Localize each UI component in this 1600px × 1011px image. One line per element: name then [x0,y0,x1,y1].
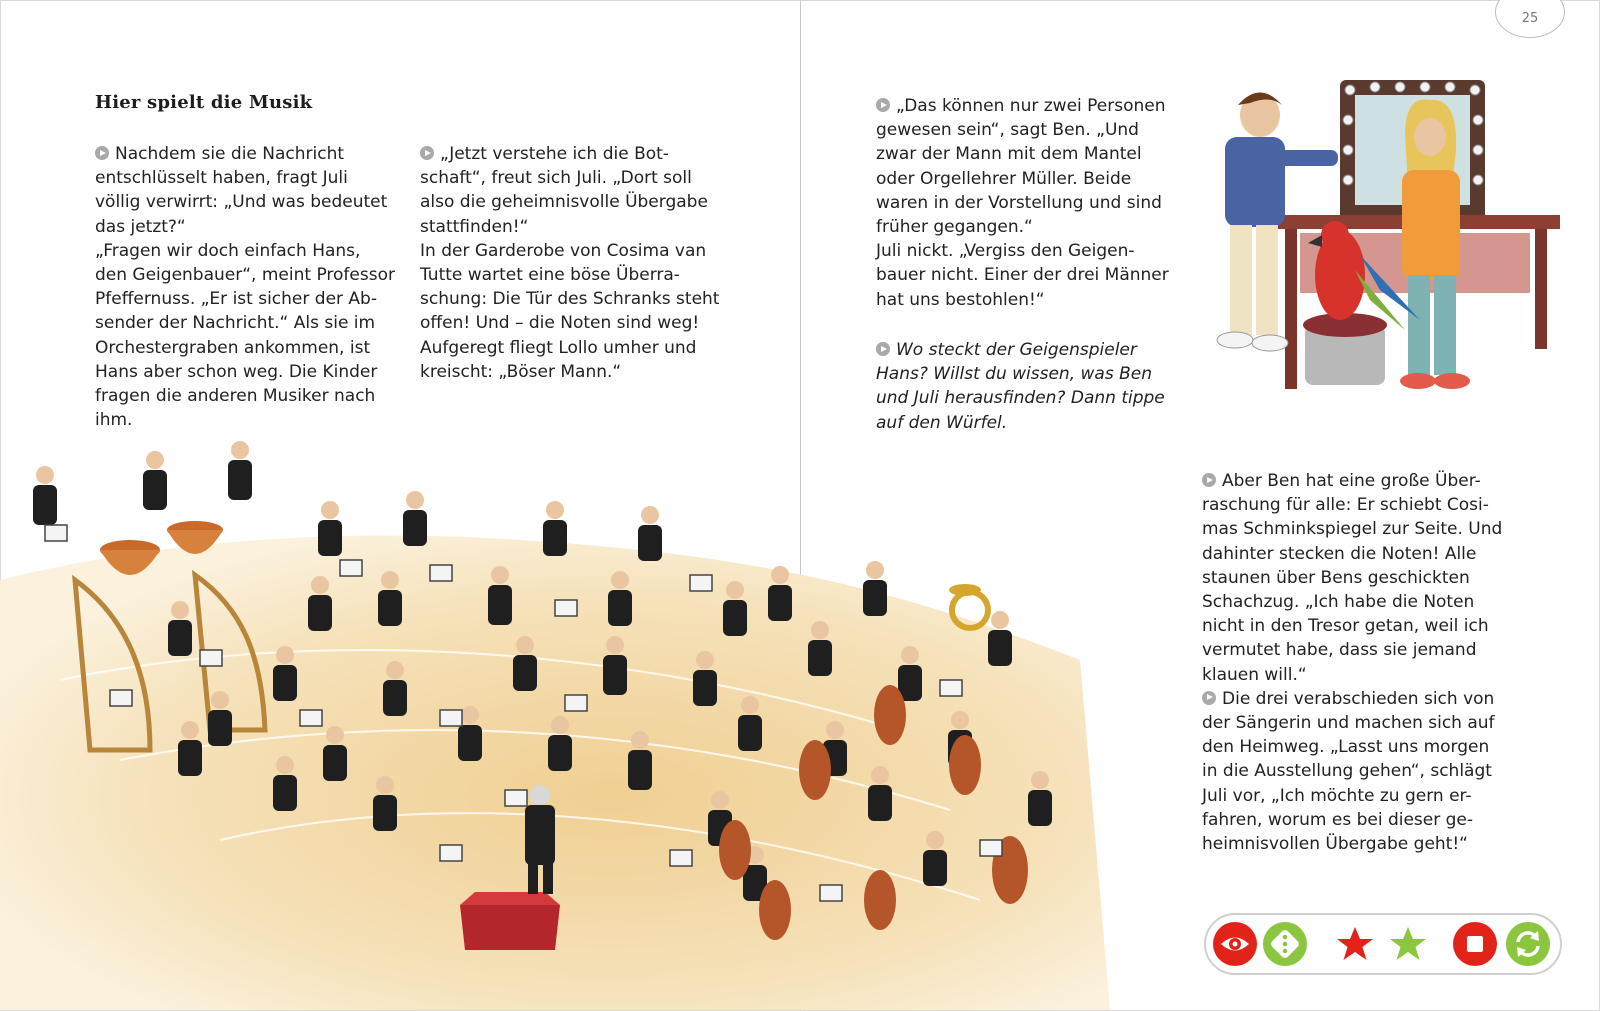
text-line: Hans? Willst du wissen, was Ben [876,364,1152,385]
text-line: In der Garderobe von Cosima van [420,240,707,261]
text-line: schung: Die Tür des Schranks steht [420,289,720,310]
repeat-icon [1505,921,1551,967]
story-paragraph-2[interactable] [420,142,735,384]
text-line: „Fragen wir doch einfach Hans, [95,240,361,261]
orchestra-drawing [0,430,1110,1010]
question-prompt[interactable] [876,338,1186,435]
audio-play-icon[interactable] [1202,473,1216,487]
text-line: früher gegangen.“ [876,217,1033,238]
orchestra-illustration[interactable] [0,430,1110,1010]
text-line: „Jetzt verstehe ich die Bot- [440,144,669,164]
text-line: das jetzt?“ [95,216,186,237]
text-line: also die geheimnisvolle Übergabe [420,192,708,213]
audio-play-icon[interactable] [876,98,890,112]
text-line: vermutet habe, dass sie jemand [1202,640,1477,661]
text-line: Wo steckt der Geigenspieler [896,340,1137,360]
text-line: gewesen sein“, sagt Ben. „Und [876,120,1139,141]
text-line: zwar der Mann mit dem Mantel [876,144,1142,165]
text-line: nicht in den Tresor getan, weil ich [1202,616,1489,637]
text-line: Nachdem sie die Nachricht [115,144,345,164]
red-star-button[interactable] [1332,921,1378,967]
text-line: Die drei verabschieden sich von [1222,688,1495,709]
text-line: Juli nickt. „Vergiss den Geigen- [876,241,1135,262]
audio-play-icon[interactable] [95,146,109,160]
text-line: Tutte wartet eine böse Überra- [420,265,680,286]
story-paragraph-4[interactable] [1202,469,1522,856]
text-line: Pfeffernuss. „Er ist sicher der Ab- [95,289,377,310]
text-line: bauer nicht. Einer der drei Männer [876,265,1169,286]
dressing-room-drawing [1190,75,1570,435]
repeat-button[interactable] [1505,921,1551,967]
text-line: waren in der Vorstellung und sind [876,192,1162,213]
green-star-button[interactable] [1385,921,1431,967]
audio-play-icon[interactable] [420,146,434,160]
text-line: offen! Und – die Noten sind weg! [420,313,700,334]
text-line: und Juli herausfinden? Dann tippe [876,388,1165,409]
text-line: heimnisvollen Übergabe geht!“ [1202,834,1468,855]
text-line: fahren, worum es bei dieser ge- [1202,809,1474,830]
eye-button[interactable] [1212,921,1258,967]
text-line: staunen über Bens geschickten [1202,567,1470,588]
star-red-icon [1332,921,1378,967]
text-line: Schachzug. „Ich habe die Noten [1202,592,1475,613]
text-line: Aber Ben hat eine große Über- [1222,471,1481,491]
dice-icon [1262,921,1308,967]
eye-icon [1212,921,1258,967]
text-line: den Geigenbauer“, meint Professor [95,265,395,286]
text-line: völlig verwirrt: „Und was bedeutet [95,192,388,213]
dice-button[interactable] [1262,921,1308,967]
star-green-icon [1385,921,1431,967]
page-heading: Hier spielt die Musik [95,92,313,113]
text-line: der Sängerin und machen sich auf [1202,713,1495,734]
text-line: kreischt: „Böser Mann.“ [420,361,622,382]
audio-play-icon[interactable] [876,342,890,356]
text-line: Orchestergraben ankommen, ist [95,337,371,358]
stop-button[interactable] [1452,921,1498,967]
text-line: ihm. [95,410,133,431]
story-paragraph-3[interactable] [876,94,1186,312]
text-line: den Heimweg. „Lasst uns morgen [1202,737,1490,758]
text-line: Hans aber schon weg. Die Kinder [95,361,378,382]
text-line: schaft“, freut sich Juli. „Dort soll [420,168,692,189]
text-line: Aufgeregt fliegt Lollo umher und [420,337,697,358]
text-line: auf den Würfel. [876,412,1008,433]
text-line: oder Orgellehrer Müller. Beide [876,168,1132,189]
story-paragraph-1[interactable] [95,142,405,432]
text-line: dahinter stecken die Noten! Alle [1202,543,1477,564]
audio-play-icon[interactable] [1202,691,1216,705]
text-line: klauen will.“ [1202,664,1307,685]
text-line: „Das können nur zwei Personen [896,96,1166,116]
text-line: entschlüsselt haben, fragt Juli [95,168,348,189]
stop-icon [1452,921,1498,967]
text-line: fragen die anderen Musiker nach [95,386,376,407]
dressing-room-illustration[interactable] [1190,75,1570,435]
text-line: Juli vor, „Ich möchte zu gern er- [1202,785,1472,806]
text-line: raschung für alle: Er schiebt Cosi- [1202,495,1489,516]
text-line: sender der Nachricht.“ Als sie im [95,313,376,334]
text-line: in die Ausstellung gehen“, schlägt [1202,761,1492,782]
text-line: stattfinden!“ [420,216,529,237]
text-line: mas Schminkspiegel zur Seite. Und [1202,519,1503,540]
page-number: 25 [1521,11,1539,26]
text-line: hat uns bestohlen!“ [876,289,1045,310]
